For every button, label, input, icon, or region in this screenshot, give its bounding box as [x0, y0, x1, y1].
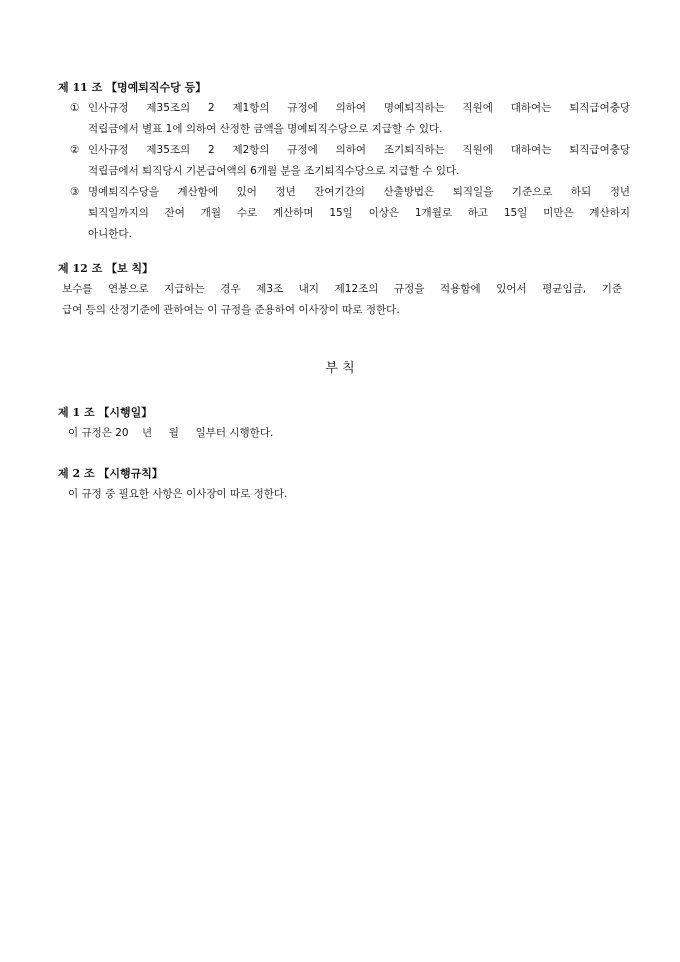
- item-line: 퇴직일까지의 잔여 개월 수로 계산하며 15일 이상은 1개월로 하고 15일 미만은 계산하지: [88, 207, 630, 219]
- item-line: 아니한다.: [88, 228, 132, 240]
- article-12-line: 보수를 연봉으로 지급하는 경우 제3조 내지 제12조의 규정을 적용함에 있어서 평균임금, 기준: [62, 283, 622, 295]
- item-line: 인사규정 제35조의 2 제2항의 규정에 의하여 조기퇴직하는 직원에 대하여는 퇴직급여충당: [88, 144, 630, 156]
- item-number: ①: [70, 102, 80, 114]
- item-number: ②: [70, 144, 80, 156]
- article-12-line: 급여 등의 산정기준에 관하여는 이 규정을 준용하여 이사장이 따로 정한다.: [62, 304, 400, 316]
- appendix-article-2-text: 이 규정 중 필요한 사항은 이사장이 따로 정한다.: [68, 488, 288, 500]
- item-line: 적립금에서 퇴직당시 기본급여액의 6개월 분을 조기퇴직수당으로 지급할 수 있다.: [88, 165, 460, 177]
- item-number: ③: [70, 186, 80, 198]
- article-12-heading: 제 12 조 【보 칙】: [58, 262, 154, 275]
- appendix-title: 부 칙: [325, 361, 355, 376]
- item-line: 적립금에서 별표 1에 의하여 산정한 금액을 명예퇴직수당으로 지급할 수 있다.: [88, 123, 443, 135]
- appendix-article-2-heading: 제 2 조 【시행규칙】: [58, 467, 163, 480]
- appendix-article-1-text: 이 규정은 20 년 월 일부터 시행한다.: [68, 427, 274, 439]
- appendix-article-1-heading: 제 1 조 【시행일】: [58, 406, 153, 419]
- article-11-heading: 제 11 조 【명예퇴직수당 등】: [58, 81, 207, 94]
- item-line: 인사규정 제35조의 2 제1항의 규정에 의하여 명예퇴직하는 직원에 대하여는 퇴직급여충당: [88, 102, 630, 114]
- item-line: 명예퇴직수당을 계산함에 있어 정년 잔여기간의 산출방법은 퇴직일을 기준으로 하되 정년: [88, 186, 630, 198]
